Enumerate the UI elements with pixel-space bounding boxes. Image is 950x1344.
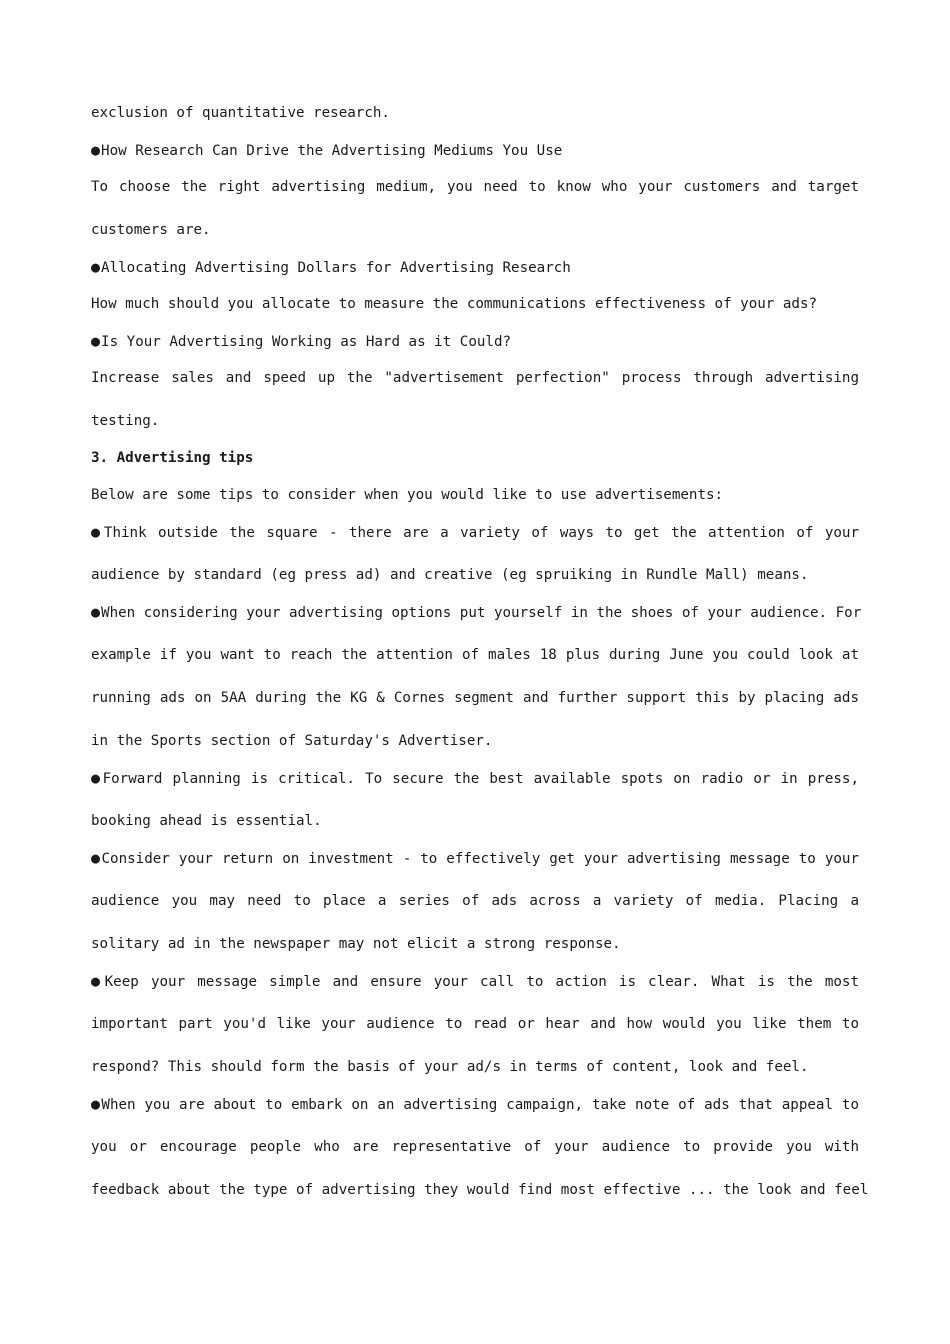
bullet-heading: ●Is Your Advertising Working as Hard as it Could?	[91, 332, 512, 350]
tip-line: ●Think outside the square - there are a variety of ways to get the attention of your	[91, 523, 860, 541]
page-content	[91, 101, 869, 1221]
bullet-heading: ●How Research Can Drive the Advertising Mediums You Use	[91, 141, 563, 159]
tip-line: booking ahead is essential.	[91, 813, 322, 829]
bullet-icon: ●	[91, 141, 101, 159]
paragraph-line: customers are.	[91, 222, 211, 238]
tip-line: in the Sports section of Saturday's Advertiser.	[91, 733, 493, 749]
bullet-icon: ●	[91, 769, 102, 787]
tip-line: ●When you are about to embark on an advertising campaign, take note of ads that appeal to	[91, 1095, 859, 1113]
section-intro: Below are some tips to consider when you would like to use advertisements:	[91, 487, 724, 503]
tip-line: respond? This should form the basis of your ad/s in terms of content, look and feel.	[91, 1059, 809, 1075]
tip-line: ●When considering your advertising options put yourself in the shoes of your audience. For	[91, 603, 862, 621]
bullet-icon: ●	[91, 258, 101, 276]
tip-line: running ads on 5AA during the KG & Cornes segment and further support this by placing ads	[91, 690, 859, 706]
tip-line: you or encourage people who are representative of your audience to provide you with	[91, 1139, 859, 1155]
paragraph-line: testing.	[91, 413, 160, 429]
tip-line: ●Keep your message simple and ensure your call to action is clear. What is the most	[91, 972, 860, 990]
tip-line: important part you'd like your audience to read or hear and how would you like them to	[91, 1016, 859, 1032]
bullet-icon: ●	[91, 849, 101, 867]
bullet-heading: ●Allocating Advertising Dollars for Advertising Research	[91, 258, 571, 276]
bullet-icon: ●	[91, 603, 101, 621]
tip-line: feedback about the type of advertising they would find most effective ... the look and feel	[91, 1182, 869, 1198]
tip-line: ●Consider your return on investment - to effectively get your advertising message to your	[91, 849, 859, 867]
tip-line: ●Forward planning is critical. To secure the best available spots on radio or in press,	[91, 769, 860, 787]
paragraph-line: To choose the right advertising medium, you need to know who your customers and target	[91, 179, 859, 195]
bullet-icon: ●	[91, 523, 103, 541]
tip-line: solitary ad in the newspaper may not elicit a strong response.	[91, 936, 621, 952]
bullet-icon: ●	[91, 972, 104, 990]
section-title: 3. Advertising tips	[91, 450, 254, 466]
tip-line: audience you may need to place a series of ads across a variety of media. Placing a	[91, 893, 859, 909]
paragraph-line: How much should you allocate to measure the communications effectiveness of your ads?	[91, 296, 818, 312]
paragraph-line: Increase sales and speed up the "advertisement perfection" process through advertising	[91, 370, 859, 386]
intro-tail: exclusion of quantitative research.	[91, 105, 390, 121]
bullet-icon: ●	[91, 1095, 101, 1113]
tip-line: audience by standard (eg press ad) and creative (eg spruiking in Rundle Mall) means.	[91, 567, 809, 583]
tip-line: example if you want to reach the attention of males 18 plus during June you could look at	[91, 647, 859, 663]
bullet-icon: ●	[91, 332, 101, 350]
